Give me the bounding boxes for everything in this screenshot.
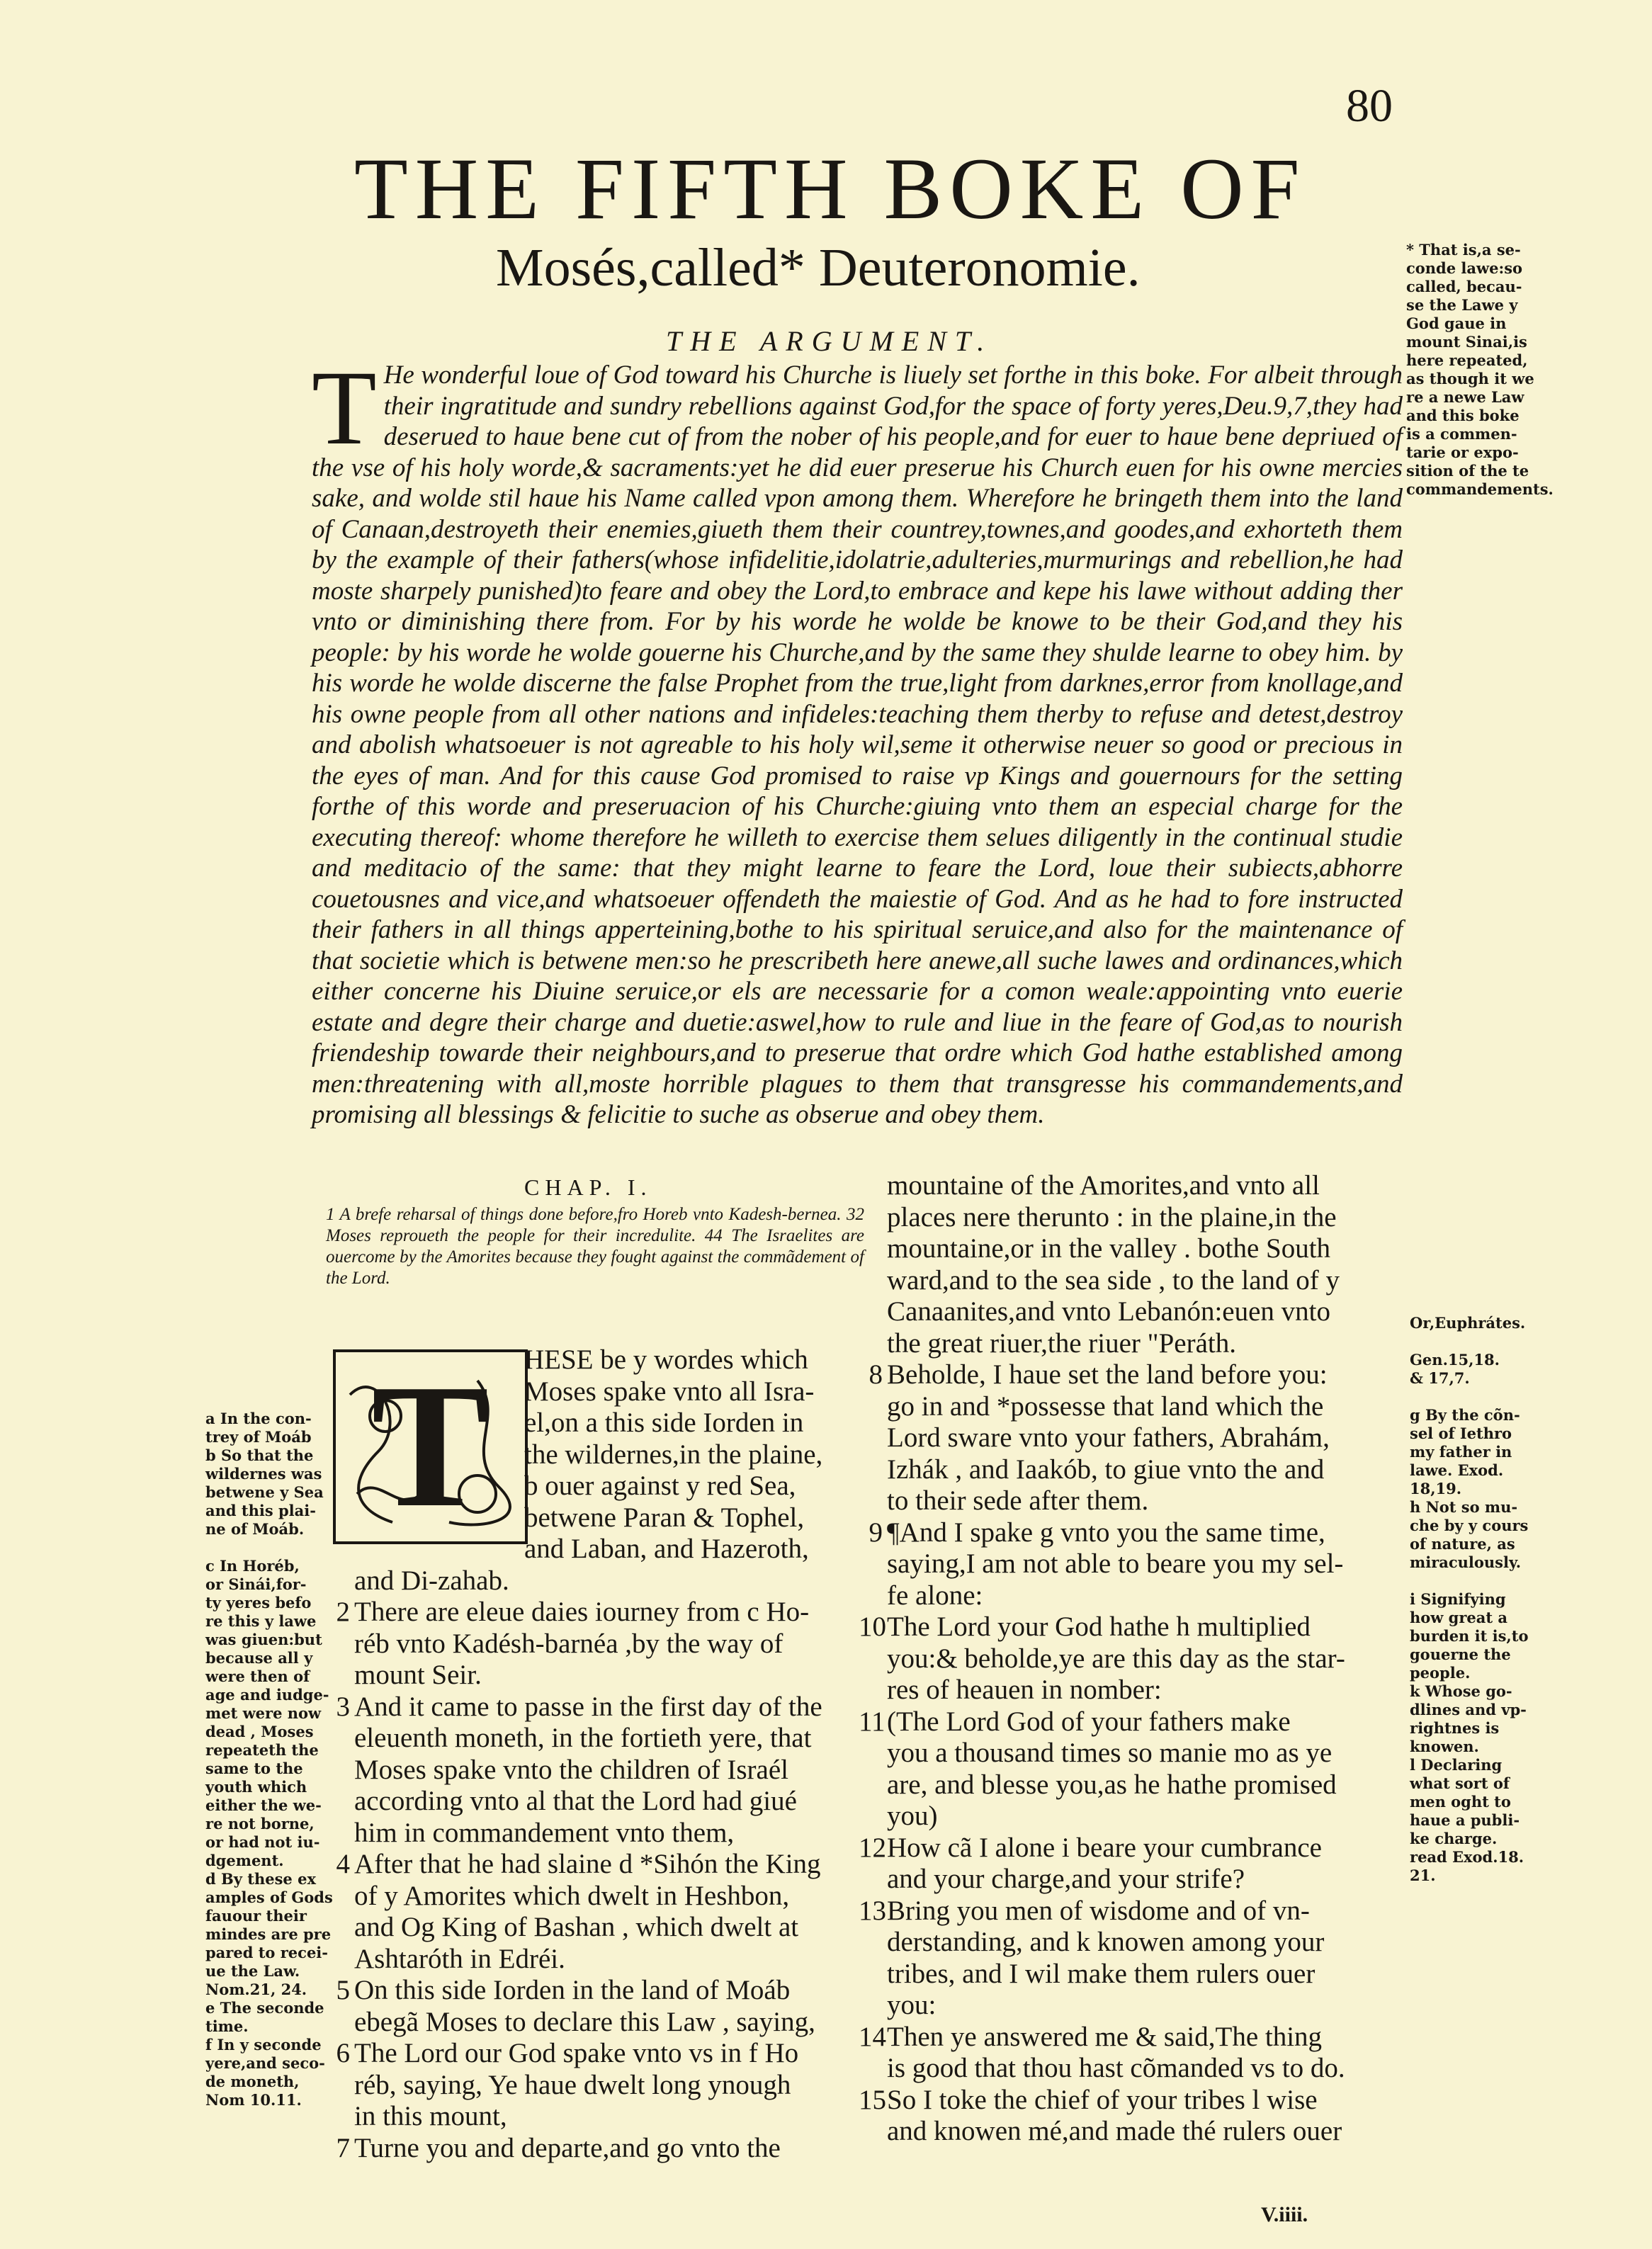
margin-note-line: God gaue in: [1406, 315, 1507, 332]
margin-note-line: re this y lawe: [205, 1612, 317, 1630]
drop-cap: T: [312, 349, 377, 467]
margin-note-line: repeateth the: [205, 1741, 319, 1759]
margin-note-line: lawe. Exod.: [1410, 1461, 1504, 1479]
chapter-summary: 1 A brefe reharsal of things done before,fro Horeb vnto Kadesh-bernea. 32 Moses reproueth the people for their incredulite. 44 The Israelites are ouercome by the Amorites because they fought against the commãdement of the Lord.: [326, 1205, 864, 1288]
line-text: in this mount,: [354, 2101, 507, 2131]
margin-note-line: d By these ex: [205, 1870, 316, 1888]
right-column: [859, 1170, 1411, 2148]
verse-number: 10: [859, 1611, 886, 1642]
chapter-heading: CHAP. I.: [524, 1174, 652, 1200]
text-line: [859, 1832, 1411, 1864]
margin-note-line: f In y seconde: [205, 2036, 322, 2053]
line-text: ¶And I spake g vnto you the same time,: [887, 1517, 1325, 1548]
verse-number: 5: [336, 1975, 350, 2005]
margin-note-line: as though it we: [1406, 370, 1534, 387]
text-line: [869, 1517, 1411, 1549]
text-line: [887, 1864, 1411, 1896]
line-text: according vnto al that the Lord had giué: [354, 1786, 797, 1816]
verse-number: 12: [859, 1832, 886, 1863]
line-text: Bring you men of wisdome and of vn-: [887, 1895, 1310, 1926]
line-text: On this side Iorden in the land of Moáb: [354, 1975, 791, 2005]
line-text: the great riuer,the riuer "Peráth.: [887, 1327, 1236, 1359]
margin-note-line: dlines and vp-: [1410, 1701, 1527, 1718]
margin-note-line: re not borne,: [205, 1815, 315, 1832]
text-line: [336, 1597, 864, 1628]
text-line: [887, 1485, 1411, 1517]
text-line: [859, 1895, 1411, 1927]
line-text: you): [887, 1801, 938, 1831]
margin-note-line: ue the Law.: [205, 1962, 300, 1980]
margin-note-line: was giuen:but: [205, 1631, 322, 1648]
line-text: There are eleue daies iourney from c Ho-: [354, 1597, 810, 1627]
line-text: Ashtaróth in Edréi.: [354, 1943, 565, 1974]
margin-note-line: Gen.15,18.: [1410, 1351, 1500, 1369]
line-text: the wildernes,in the plaine,: [524, 1439, 823, 1470]
verse-number: 6: [336, 2038, 350, 2068]
margin-note-line: Nom.21, 24.: [205, 1981, 307, 1998]
margin-note-line: people.: [1410, 1664, 1471, 1682]
line-text: him in commandement vnto them,: [354, 1817, 735, 1848]
line-text: Beholde, I haue set the land before you:: [887, 1359, 1328, 1390]
line-text: el,on a this side Iorden in: [524, 1407, 804, 1438]
margin-note-line: se the Lawe y: [1406, 296, 1518, 314]
text-line: [524, 1502, 864, 1534]
text-line: [354, 2070, 864, 2102]
line-text: (The Lord God of your fathers make: [887, 1706, 1291, 1737]
margin-note-line: [205, 1539, 340, 1557]
text-line: [354, 1755, 864, 1786]
text-line: [887, 1738, 1411, 1769]
line-text: and Laban, and Hazeroth,: [524, 1534, 809, 1564]
line-text: ward,and to the sea side , to the land of y: [887, 1264, 1340, 1296]
margin-note-line: betwene y Sea: [205, 1483, 324, 1501]
margin-note-line: ke charge.: [1410, 1830, 1498, 1847]
text-line: [887, 2116, 1411, 2148]
margin-note-line: called, becau-: [1406, 278, 1522, 295]
margin-note-line: wildernes was: [205, 1465, 322, 1483]
line-text: mountaine,or in the valley . bothe South: [887, 1233, 1331, 1264]
signature-mark: V.iiii.: [1261, 2203, 1308, 2226]
text-line: [887, 1202, 1411, 1234]
text-line: [887, 1422, 1411, 1454]
margin-note-line: miraculously.: [1410, 1553, 1522, 1571]
margin-note-line: is a commen-: [1406, 425, 1517, 443]
margin-note-line: a In the con-: [205, 1410, 312, 1427]
page-number: 80: [1346, 80, 1393, 132]
line-text: tribes, and I wil make them rulers ouer: [887, 1958, 1316, 1989]
line-text: is good that thou hast cõmanded vs to do.: [887, 2053, 1345, 2083]
margin-note-line: haue a publi-: [1410, 1811, 1520, 1829]
text-line: [354, 1565, 864, 1597]
margin-note-line: b So that the: [205, 1446, 314, 1464]
margin-note-line: [1410, 1388, 1544, 1406]
margin-note-line: Or,Euphrátes.: [1410, 1314, 1526, 1332]
margin-note-line: re a newe Law: [1406, 388, 1524, 406]
line-text: mountaine of the Amorites,and vnto all: [887, 1170, 1320, 1201]
text-line: [524, 1344, 864, 1376]
line-text: So I toke the chief of your tribes l wise: [887, 2084, 1318, 2115]
margin-note-line: gouerne the: [1410, 1645, 1511, 1663]
text-line: [859, 1706, 1411, 1738]
margin-note-line: knowen.: [1410, 1738, 1479, 1755]
margin-note-line: g By the cõn-: [1410, 1406, 1520, 1424]
text-line: [887, 1454, 1411, 1486]
margin-note-line: time.: [205, 2017, 249, 2035]
line-text: res of heauen in nomber:: [887, 1675, 1162, 1705]
margin-note-line: met were now: [205, 1704, 322, 1722]
verse-number: 8: [869, 1359, 883, 1390]
line-text: eleuenth moneth, in the fortieth yere, that: [354, 1723, 812, 1753]
page-subtitle: Mosés,called* Deuteronomie.: [496, 238, 1141, 298]
margin-note-line: my father in: [1410, 1443, 1512, 1461]
line-text: Lord sware vnto your fathers, Abrahám,: [887, 1422, 1330, 1453]
margin-note-line: c In Horéb,: [205, 1557, 300, 1575]
text-line: [859, 2084, 1411, 2117]
margin-note-line: sel of Iethro: [1410, 1424, 1512, 1442]
line-text: places nere therunto : in the plaine,in the: [887, 1201, 1337, 1233]
line-text: betwene Paran & Tophel,: [524, 1502, 805, 1533]
line-text: réb, saying, Ye haue dwelt long ynough: [354, 2069, 791, 2100]
verse-number: 3: [336, 1691, 350, 1722]
margin-note-line: youth which: [205, 1778, 307, 1796]
line-text: go in and *possesse that land which the: [887, 1390, 1324, 1422]
line-text: derstanding, and k knowen among your: [887, 1927, 1325, 1957]
line-text: Moses spake vnto all Isra-: [524, 1376, 815, 1407]
verse-number: 9: [869, 1517, 883, 1548]
line-text: you a thousand times so manie mo as ye: [887, 1738, 1333, 1768]
margin-note-line: pared to recei-: [205, 1944, 328, 1961]
text-line: [354, 1818, 864, 1849]
line-text: are, and blesse you,as he hathe promised: [887, 1769, 1337, 1800]
margin-note-line: trey of Moáb: [205, 1428, 312, 1446]
line-text: of y Amorites which dwelt in Heshbon,: [354, 1880, 790, 1911]
margin-note-line: conde lawe:so: [1406, 259, 1523, 277]
line-text: saying,I am not able to beare you my sel-: [887, 1548, 1344, 1579]
text-line: [524, 1534, 864, 1565]
verse-number: 11: [859, 1706, 886, 1737]
text-line: [887, 2053, 1411, 2085]
right-margin-notes: [1410, 1314, 1544, 1885]
margin-note-line: k Whose go-: [1410, 1682, 1512, 1700]
margin-note-line: [1410, 1332, 1544, 1351]
text-line: [887, 1265, 1411, 1297]
text-line: [524, 1471, 864, 1502]
margin-note-line: de moneth,: [205, 2073, 300, 2090]
margin-note-line: che by y cours: [1410, 1517, 1529, 1534]
text-line: [887, 1296, 1411, 1328]
line-text: and your charge,and your strife?: [887, 1864, 1245, 1894]
verse-number: 14: [859, 2021, 886, 2052]
text-line: [354, 1723, 864, 1755]
margin-note-line: or had not iu-: [205, 1833, 320, 1851]
verse-number: 13: [859, 1895, 886, 1926]
margin-note-line: mindes are pre: [205, 1925, 332, 1943]
margin-note-line: dead , Moses: [205, 1723, 314, 1740]
margin-note-line: men oght to: [1410, 1793, 1511, 1811]
margin-note-line: how great a: [1410, 1609, 1507, 1626]
text-line: [336, 1975, 864, 2007]
margin-note-line: and this boke: [1406, 407, 1520, 424]
margin-note-line: [1410, 1572, 1544, 1590]
line-text: b ouer against y red Sea,: [524, 1471, 796, 1501]
margin-note-line: yere,and seco-: [205, 2054, 325, 2072]
text-line: [336, 1849, 864, 1881]
verse-number: 7: [336, 2132, 350, 2163]
margin-note-line: read Exod.18.: [1410, 1848, 1524, 1866]
verse-number: 15: [859, 2084, 886, 2115]
margin-note-line: 21.: [1410, 1866, 1436, 1884]
text-line: [887, 1233, 1411, 1265]
margin-note-line: dgement.: [205, 1852, 284, 1869]
margin-note-line: * That is,a se-: [1406, 241, 1521, 259]
margin-note-line: & 17,7.: [1410, 1369, 1470, 1387]
line-text: mount Seir.: [354, 1660, 482, 1690]
margin-note-line: e The seconde: [205, 1999, 324, 2017]
margin-note-line: l Declaring: [1410, 1756, 1503, 1774]
text-line: [869, 1359, 1411, 1391]
margin-note-deuteronomie: [1406, 241, 1554, 499]
margin-note-line: ne of Moáb.: [205, 1520, 305, 1538]
text-line: [887, 1548, 1411, 1580]
margin-note-line: tarie or expo-: [1406, 443, 1519, 461]
margin-note-line: same to the: [205, 1760, 303, 1777]
margin-note-line: age and iudge-: [205, 1686, 329, 1704]
left-column: [336, 1344, 864, 2164]
margin-note-line: mount Sinai,is: [1406, 333, 1527, 351]
margin-note-line: were then of: [205, 1667, 310, 1685]
argument-text: [312, 349, 1403, 1131]
line-text: How cã I alone i beare your cumbrance: [887, 1832, 1322, 1863]
line-text: réb vnto Kadésh-barnéa ,by the way of: [354, 1628, 783, 1659]
line-text: Canaanites,and vnto Lebanón:euen vnto: [887, 1296, 1330, 1327]
text-line: [859, 2021, 1411, 2053]
margin-note-line: i Signifying: [1410, 1590, 1506, 1608]
line-text: Moses spake vnto the children of Israél: [354, 1754, 788, 1785]
text-line: [354, 1944, 864, 1976]
text-line: [354, 1660, 864, 1692]
margin-note-line: of nature, as: [1410, 1535, 1515, 1553]
text-line: [336, 2132, 864, 2165]
verse-number: 2: [336, 1597, 350, 1627]
text-line: [887, 1643, 1411, 1675]
text-line: [354, 1881, 864, 1913]
initial-letter: T: [371, 1348, 490, 1544]
margin-note-line: what sort of: [1410, 1774, 1510, 1792]
text-line: [524, 1376, 864, 1408]
line-text: and knowen mé,and made thé rulers ouer: [887, 2116, 1342, 2146]
text-line: [887, 1769, 1411, 1801]
line-text: you:: [887, 1990, 937, 2020]
text-line: [887, 1328, 1411, 1360]
margin-note-line: or Sinái,for-: [205, 1575, 307, 1593]
text-line: [887, 1675, 1411, 1706]
margin-note-line: because all y: [205, 1649, 313, 1667]
margin-note-line: either the we-: [205, 1796, 322, 1814]
argument-body: He wonderful loue of God toward his Churche is liuely set forthe in this boke. For albeit through their ingratitude and sundry rebellions against God,for the space of forty yeres,Deu.9,7,they had deserued to haue bene cut of from the nober of his people,and for euer to haue bene depriued of the vse of his holy worde,& sacraments:yet he did euer preserue his Church euen for his owne mercies sake, and wolde stil haue his Name called vpon among them. Wherefore he bringeth them into the land of Canaan,destroyeth their enemies,giueth them their countrey,townes,and goodes,and exhorteth them by the example of their fathers(whose infidelitie,idolatrie,adulteries,murmurings and rebellion,he had moste sharpely punished)to feare and obey the Lord,to embrace and kepe his lawe without adding ther vnto or diminishing there from. For by his worde he wolde be knowe to be their God,and they his people: by his worde he wolde gouerne his Churche,and by the same they shulde learne to obey him. by his worde he wolde discerne the false Prophet from the true,light from darknes,error from knollage,and his owne people from all other nations and infideles:teaching them therby to refuse and detest,destroy and abolish whatsoeuer is not agreable to his holy wil,seme it otherwise neuer so good or precious in the eyes of man. And for this cause God promised to raise vp Kings and gouernours for the setting forthe of this worde and preseruacion of his Churche:giuing vnto them an especial charge for the executing thereof: whome therefore he willeth to exercise them selues diligently in the continual studie and meditacio of the same: that they might learne to feare the Lord, loue their subiects,abhorre couetousnes and vice,and whatsoeuer offendeth the maiestie of God. And as he had to fore instructed their fathers in all things apperteining,bothe to his spiritual seruice,and also for the maintenance of that societie which is betwene men:so he prescribeth here anewe,all suche lawes and ordinances,which either concerne his Diuine seruice,or els are necessarie for a comon weale:appointing vnto euerie estate and degre their charge and duetie:aswel,how to rule and liue in the feare of God,as to nourish friendeship towarde their neighbours,and to preserue that ordre which God hathe established among men:threatening with all,moste horrible plagues to them that transgresse his commandements,and promising all blessings & felicitie to suche as obserue and obey them.: [312, 361, 1403, 1129]
text-line: [887, 1391, 1411, 1423]
text-line: [354, 1628, 864, 1660]
line-text: Turne you and departe,and go vnto the: [354, 2132, 781, 2163]
margin-note-line: ty yeres befo: [205, 1594, 312, 1611]
margin-note-line: sition of the te: [1406, 462, 1529, 480]
margin-note-line: burden it is,to: [1410, 1627, 1529, 1645]
text-line: [336, 2038, 864, 2070]
page-title: THE FIFTH BOKE OF: [354, 140, 1307, 237]
line-text: The Lord your God hathe h multiplied: [887, 1611, 1311, 1642]
line-text: you:& beholde,ye are this day as the star-: [887, 1643, 1345, 1674]
margin-note-line: h Not so mu-: [1410, 1498, 1518, 1516]
left-margin-notes: [205, 1410, 340, 2109]
line-text: ebegã Moses to declare this Law , saying,: [354, 2006, 815, 2037]
text-line: [354, 2101, 864, 2133]
margin-note-line: amples of Gods: [205, 1888, 333, 1906]
argument-heading: THE ARGUMENT.: [666, 325, 993, 357]
line-text: fe alone:: [887, 1580, 983, 1611]
text-line: [887, 1580, 1411, 1612]
text-line: [354, 2007, 864, 2039]
text-line: [887, 1990, 1411, 2022]
text-line: [354, 1786, 864, 1818]
margin-note-line: fauour their: [205, 1907, 307, 1925]
text-line: [524, 1407, 864, 1439]
margin-note-line: commandements.: [1406, 480, 1554, 498]
line-text: The Lord our God spake vnto vs in f Ho: [354, 2038, 799, 2068]
line-text: Izhák , and Iaakób, to giue vnto the and: [887, 1454, 1325, 1485]
line-text: And it came to passe in the first day of the: [354, 1691, 822, 1722]
line-text: After that he had slaine d *Sihón the King: [354, 1849, 821, 1879]
text-line: [887, 1170, 1411, 1202]
margin-note-line: and this plai-: [205, 1502, 316, 1519]
text-line: [336, 1691, 864, 1723]
text-line: [887, 1959, 1411, 1990]
text-line: [887, 1927, 1411, 1959]
margin-note-line: rightnes is: [1410, 1719, 1500, 1737]
text-line: [887, 1801, 1411, 1832]
line-text: to their sede after them.: [887, 1485, 1149, 1516]
line-text: HESE be y wordes which: [524, 1344, 808, 1375]
text-line: [354, 1912, 864, 1944]
margin-note-line: Nom 10.11.: [205, 2091, 302, 2109]
line-text: and Og King of Bashan , which dwelt at: [354, 1912, 799, 1942]
text-line: [859, 1611, 1411, 1643]
line-text: and Di-zahab.: [354, 1565, 509, 1596]
text-line: [524, 1439, 864, 1471]
line-text: Then ye answered me & said,The thing: [887, 2021, 1323, 2052]
margin-note-line: here repeated,: [1406, 351, 1528, 369]
margin-note-line: 18,19.: [1410, 1480, 1462, 1497]
verse-number: 4: [336, 1849, 350, 1879]
